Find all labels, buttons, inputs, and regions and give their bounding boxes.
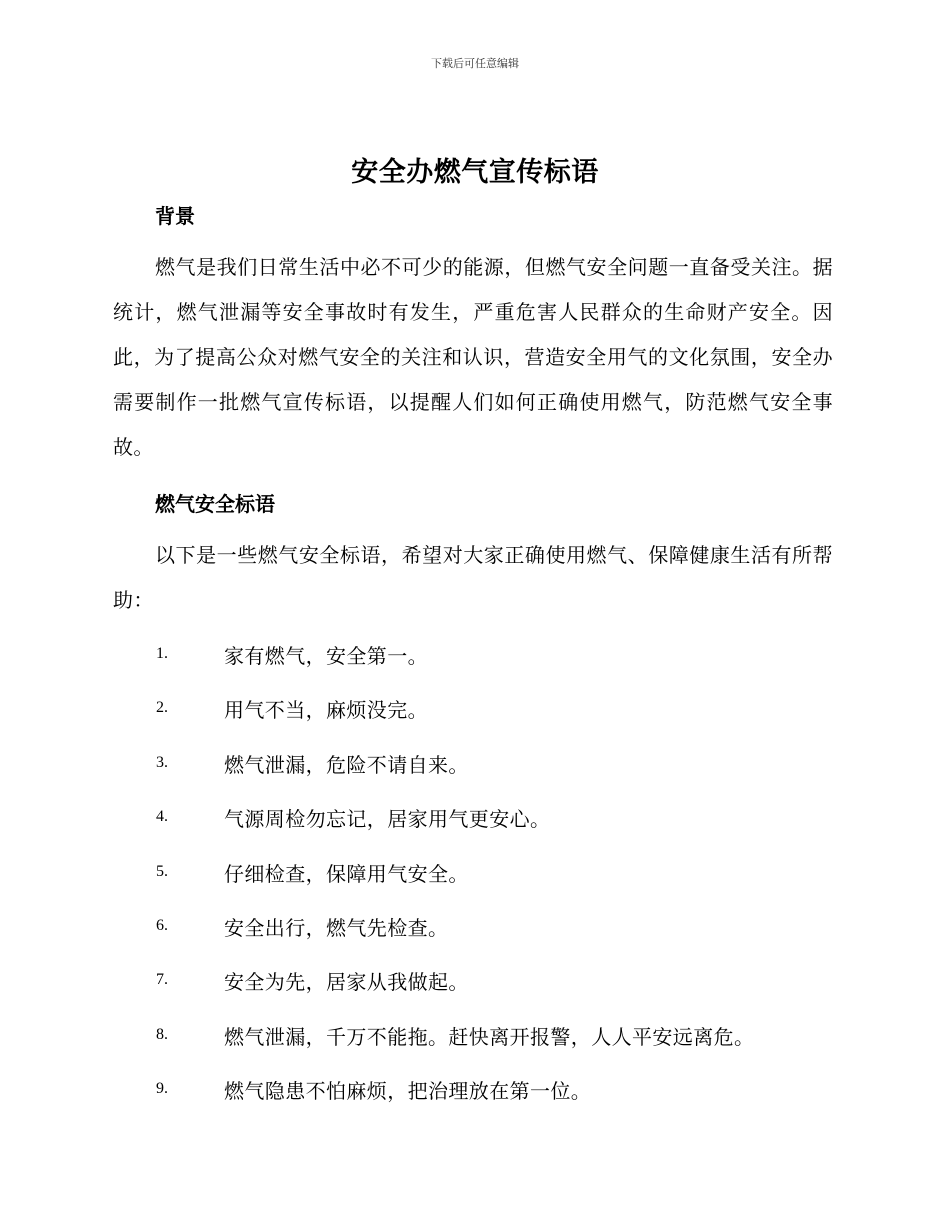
list-item [0, 1015, 950, 1069]
list-item [0, 797, 950, 851]
list-item-text: 气源周检勿忘记，居家用气更安心。 [224, 807, 551, 832]
section-paragraph-slogans: 以下是一些燃气安全标语，希望对大家正确使用燃气、保障健康生活有所帮助： [113, 543, 833, 612]
list-item [0, 960, 950, 1014]
list-item [0, 634, 950, 688]
section-heading-background: 背景 [155, 204, 195, 228]
list-item-text: 用气不当，麻烦没完。 [224, 698, 428, 723]
list-item-text: 仔细检查，保障用气安全。 [224, 861, 469, 886]
list-item-number: 4. [156, 808, 168, 826]
page-title: 安全办燃气宣传标语 [351, 157, 599, 188]
list-item-text: 燃气隐患不怕麻烦，把治理放在第一位。 [224, 1079, 592, 1104]
section-paragraph-background: 燃气是我们日常生活中必不可少的能源，但燃气安全问题一直备受关注。据统计，燃气泄漏等安全事故时有发生，严重危害人民群众的生命财产安全。因此，为了提高公众对燃气安全的关注和认识，营造安全用气的文化氛围，安全办需要制作一批燃气宣传标语，以提醒人们如何正确使用燃气，防范燃气安全事故。 [113, 255, 833, 459]
list-item-text: 安全为先，居家从我做起。 [224, 970, 469, 995]
list-item-number: 9. [156, 1080, 168, 1098]
list-item-number: 3. [156, 753, 168, 771]
list-item-text: 安全出行，燃气先检查。 [224, 915, 449, 940]
list-item-number: 8. [156, 1025, 168, 1043]
list-item [0, 688, 950, 742]
list-item [0, 906, 950, 960]
list-item-text: 燃气泄漏，千万不能拖。赶快离开报警，人人平安远离危。 [224, 1024, 755, 1049]
list-item-number: 7. [156, 971, 168, 989]
list-item-number: 6. [156, 916, 168, 934]
list-item-number: 5. [156, 862, 168, 880]
list-item-number: 2. [156, 699, 168, 717]
list-item-text: 家有燃气，安全第一。 [224, 644, 428, 668]
list-item-number: 1. [156, 645, 168, 662]
header-note: 下载后可任意编辑 [431, 57, 519, 70]
slogan-list [0, 634, 950, 1124]
section-heading-slogans: 燃气安全标语 [155, 492, 275, 516]
list-item-text: 燃气泄漏，危险不请自来。 [224, 752, 469, 777]
list-item [0, 852, 950, 906]
list-item [0, 743, 950, 797]
list-item [0, 1069, 950, 1123]
